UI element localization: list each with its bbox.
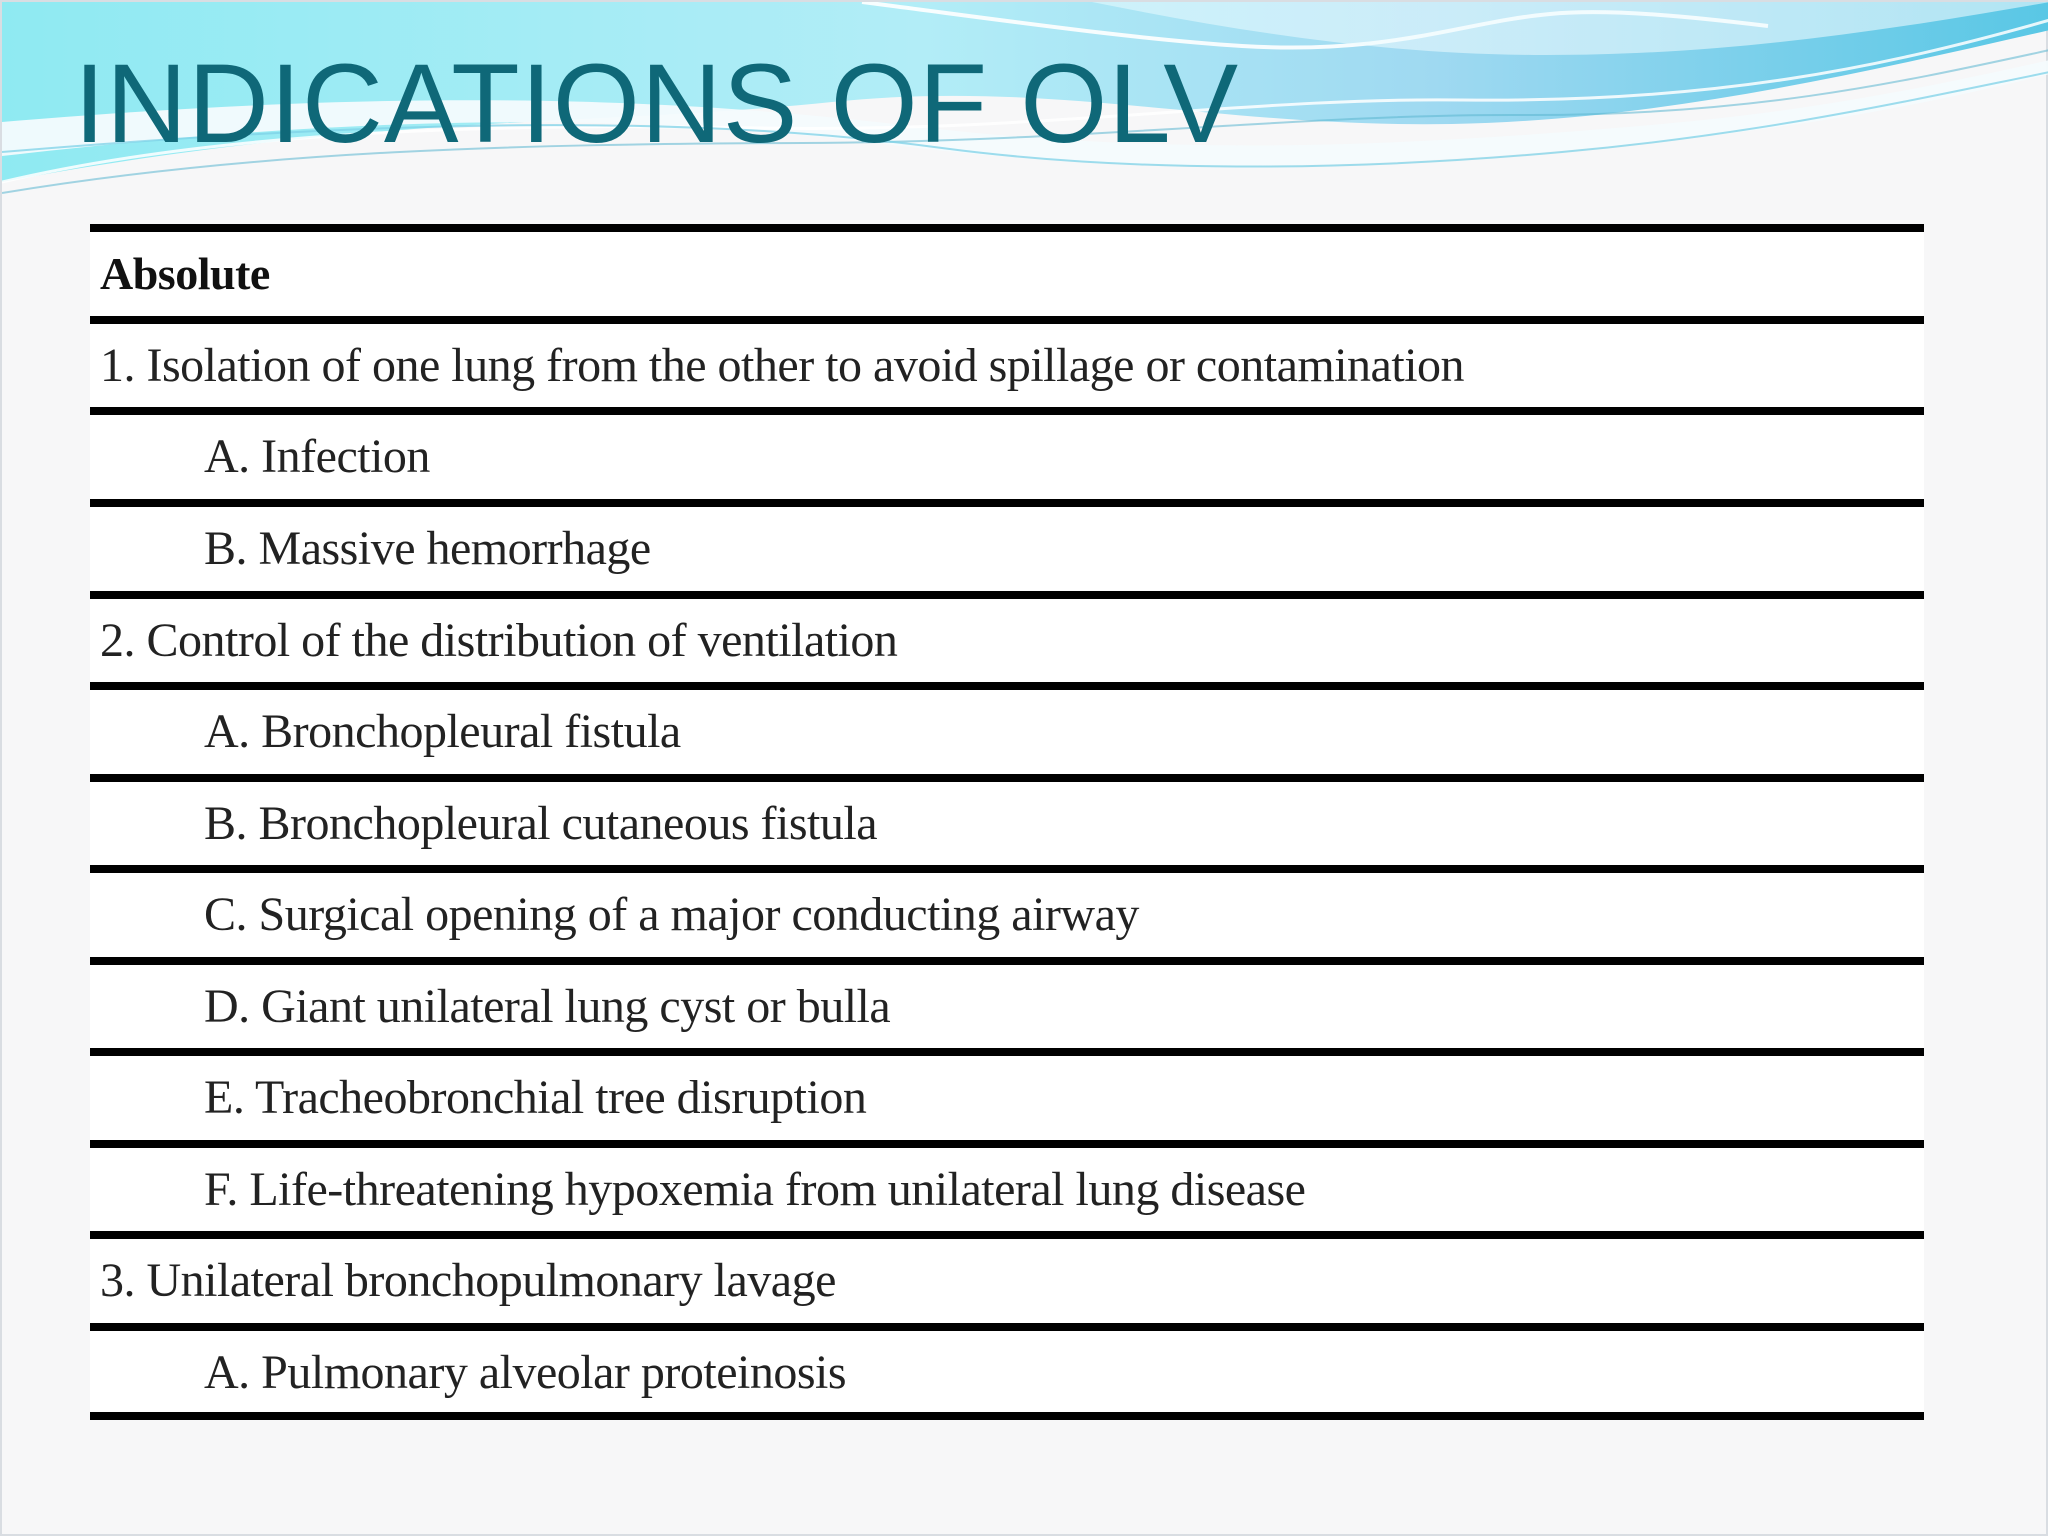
table-divider [90, 316, 1924, 324]
indication-bronchopleural-fistula: A. Bronchopleural fistula [204, 705, 681, 758]
table-divider [90, 1140, 1924, 1148]
table-row [90, 599, 1924, 683]
table-bottom-rule [90, 1412, 1924, 1420]
indication-life-threatening-hypoxemia: F. Life-threatening hypoxemia from unilateral lung disease [204, 1163, 1306, 1216]
table-divider [90, 682, 1924, 690]
table-row [90, 965, 1924, 1049]
table-divider [90, 407, 1924, 415]
table-row [90, 1148, 1924, 1232]
table-row [90, 782, 1924, 866]
indication-alveolar-proteinosis: A. Pulmonary alveolar proteinosis [204, 1346, 847, 1399]
table-row [90, 415, 1924, 499]
table-row [90, 1056, 1924, 1140]
table-divider [90, 957, 1924, 965]
table-row [90, 1239, 1924, 1323]
indication-infection: A. Infection [204, 430, 430, 483]
table-row [90, 507, 1924, 591]
indication-giant-cyst-or-bulla: D. Giant unilateral lung cyst or bulla [204, 980, 891, 1033]
table-divider [90, 1231, 1924, 1239]
table-divider [90, 774, 1924, 782]
table-divider [90, 1323, 1924, 1331]
table-header-row [90, 232, 1924, 316]
table-row [90, 1331, 1924, 1415]
table-divider [90, 591, 1924, 599]
table-divider [90, 1048, 1924, 1056]
table-row [90, 324, 1924, 408]
indication-massive-hemorrhage: B. Massive hemorrhage [204, 522, 651, 575]
table-divider [90, 499, 1924, 507]
indication-surgical-airway-opening: C. Surgical opening of a major conducting airway [204, 888, 1139, 941]
indication-tracheobronchial-disruption: E. Tracheobronchial tree disruption [204, 1071, 867, 1124]
table-divider [90, 865, 1924, 873]
slide-title: INDICATIONS OF OLV [74, 41, 1240, 166]
indication-bronchopleural-cutaneous-fistula: B. Bronchopleural cutaneous fistula [204, 797, 877, 850]
table-row [90, 690, 1924, 774]
indications-table [90, 224, 1924, 1420]
table-row [90, 873, 1924, 957]
indication-bronchopulmonary-lavage: 3. Unilateral bronchopulmonary lavage [100, 1254, 836, 1307]
indication-isolation: 1. Isolation of one lung from the other to avoid spillage or contamination [100, 339, 1465, 392]
indication-ventilation-control: 2. Control of the distribution of ventilation [100, 614, 898, 667]
absolute-header: Absolute [100, 248, 270, 299]
table-top-rule [90, 224, 1924, 232]
